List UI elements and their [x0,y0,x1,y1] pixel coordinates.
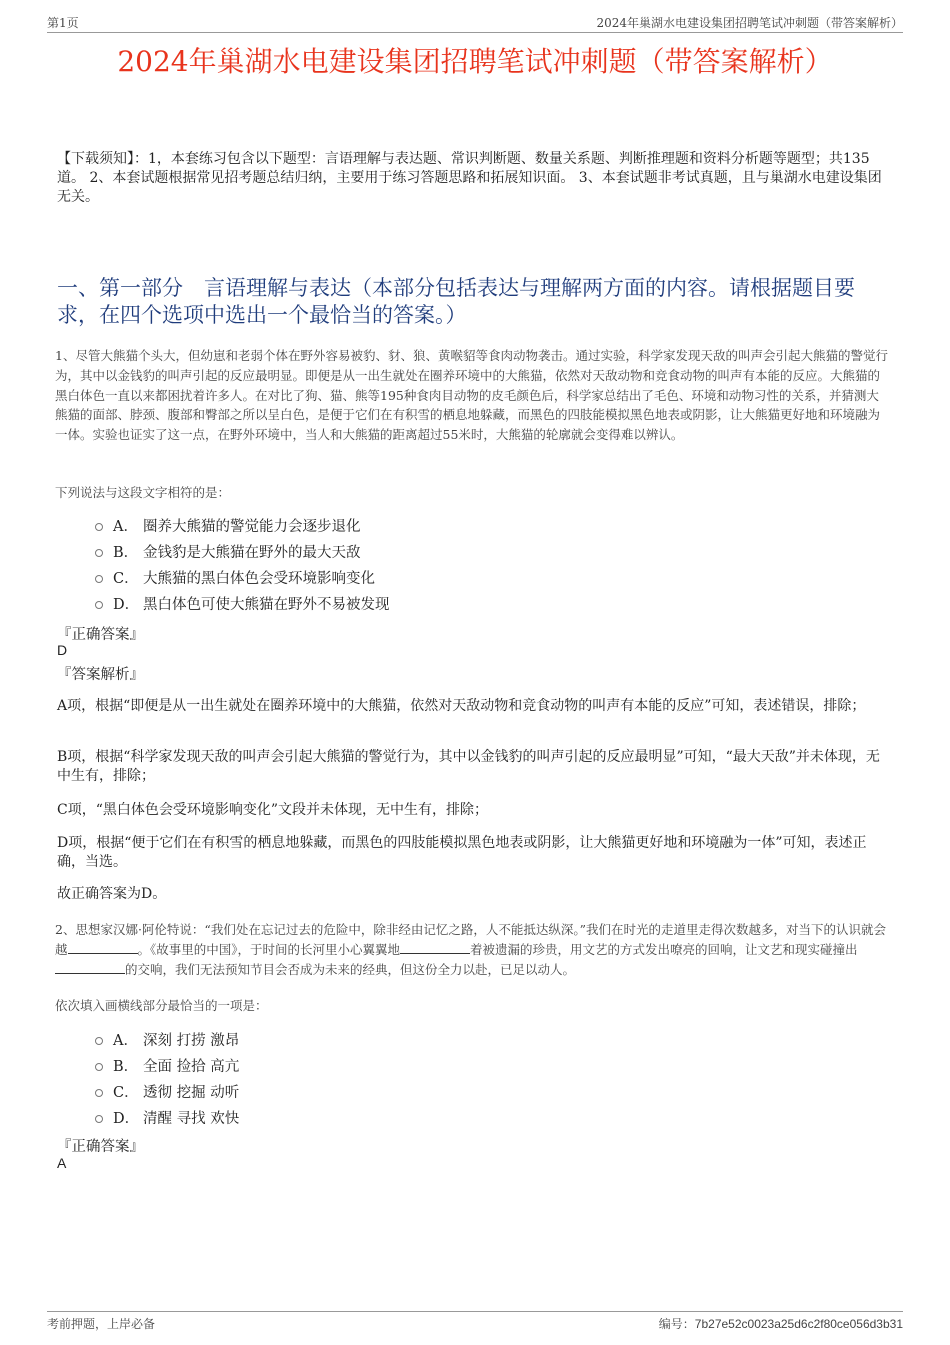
fill-blank [400,941,470,954]
radio-circle-icon[interactable] [95,1037,103,1045]
question-1-options [95,512,390,616]
question-1-option-c[interactable]: C． 大熊猫的黑白体色会受环境影响变化 [95,564,390,590]
fill-blank [55,961,125,974]
question-2-option-a[interactable]: A． 深刻 打捞 激昂 [95,1026,239,1052]
question-1-option-d[interactable]: D． 黑白体色可使大熊猫在野外不易被发现 [95,590,390,616]
section-heading: 一、第一部分 言语理解与表达（本部分包括表达与理解两方面的内容。请根据题目要求，在四个选项中选出一个最恰当的答案。） [57,276,855,327]
question-2-option-c[interactable]: C． 透彻 挖掘 动听 [95,1078,239,1104]
question-1-analysis-label: 『答案解析』 [57,667,144,683]
download-notice: 【下载须知】：1，本套练习包含以下题型：言语理解与表达题、常识判断题、数量关系题、判断推理题和资料分析题等题型；共135道。 2、本套试题根据常见招考题总结归纳，主要用于练习答题思路和拓展知识面。 3、本套试题非考试真题，且与巢湖水电建设集团无关。 [57,151,882,205]
footer-slogan: 考前押题，上岸必备 [47,1317,156,1331]
question-2-prompt: 依次填入画横线部分最恰当的一项是： [55,998,268,1013]
header-doc-title: 2024年巢湖水电建设集团招聘笔试冲刺题（带答案解析） [596,16,903,30]
radio-circle-icon[interactable] [95,523,103,531]
analysis-paragraph: B项，根据“科学家发现天敌的叫声会引起大熊猫的警觉行为，其中以金钱豹的叫声引起的反应最明显”可知，“最大天敌”并未体现，无中生有，排除； [57,749,880,784]
question-1-option-b[interactable]: B． 金钱豹是大熊猫在野外的最大天敌 [95,538,390,564]
question-1-answer: D [57,642,68,658]
question-1-answer-label: 『正确答案』 [57,627,144,643]
question-1-prompt: 下列说法与这段文字相符的是： [55,485,231,500]
question-2-option-d[interactable]: D． 清醒 寻找 欢快 [95,1104,239,1130]
analysis-paragraph: A项，根据“即便是从一出生就处在圈养环境中的大熊猫，依然对天敌动物和竞食动物的叫声有本能的反应”可知，表述错误，排除； [57,698,866,714]
question-2-option-b[interactable]: B． 全面 捡拾 高亢 [95,1052,239,1078]
radio-circle-icon[interactable] [95,1063,103,1071]
page-header [47,12,903,33]
analysis-paragraph: D项，根据“便于它们在有积雪的栖息地躲藏，而黑色的四肢能模拟黑色地表或阴影，让大熊猫更好地和环境融为一体”可知，表述正确，当选。 [57,835,867,870]
question-2-text: 2、思想家汉娜·阿伦特说：“我们处在忘记过去的危险中，除非经由记忆之路，人不能抵达纵深。”我们在时光的走道里走得次数越多，对当下的认识就会越 。《故事里的中国》，于时间的长河里小心翼翼地 着被遗漏的珍贵，用文艺的方式发出嘹亮的回响，让文艺和现实碰撞出的交响，我们无法预知节目会否成为未来的经典，但这份全力以赴，已足以动人。 [55,922,886,977]
question-1-option-a[interactable]: A． 圈养大熊猫的警觉能力会逐步退化 [95,512,390,538]
analysis-conclusion: 故正确答案为D。 [57,886,167,902]
document-code: 编号：7b27e52c0023a25d6c2f80ce056d3b31 [658,1317,903,1331]
question-2-answer: A [57,1155,67,1171]
question-1-text: 1、尽管大熊猫个头大，但幼崽和老弱个体在野外容易被豹、豺、狼、黄喉貂等食肉动物袭击。通过实验，科学家发现天敌的叫声会引起大熊猫的警觉行为，其中以金钱豹的叫声引起的反应最明显。即便是从一出生就处在圈养环境中的大熊猫，依然对天敌动物和竞食动物的叫声有本能的反应。大熊猫的黑白体色一直以来都困扰着许多人。在对比了狗、猫、熊等195种食肉目动物的皮毛颜色后，科学家总结出了毛色、环境和动物习性的关系，并猜测大熊猫的面部、脖颈、腹部和臀部之所以呈白色，是便于它们在有积雪的栖息地躲藏，而黑色的四肢能模拟黑色地表或阴影，让大熊猫更好地和环境融为一体。实验也证实了这一点，在野外环境中，当人和大熊猫的距离超过55米时，大熊猫的轮廓就会变得难以辨认。 [55,348,888,443]
question-2-options [95,1026,239,1130]
analysis-paragraph: C项，“黑白体色会受环境影响变化”文段并未体现，无中生有，排除； [57,802,489,818]
page-title: 2024年巢湖水电建设集团招聘笔试冲刺题（带答案解析） [117,45,833,78]
radio-circle-icon[interactable] [95,575,103,583]
radio-circle-icon[interactable] [95,601,103,609]
radio-circle-icon[interactable] [95,549,103,557]
page-footer [47,1311,903,1334]
page-number: 第1页 [47,16,79,30]
fill-blank [68,941,138,954]
radio-circle-icon[interactable] [95,1115,103,1123]
question-2-answer-label: 『正确答案』 [57,1139,144,1155]
radio-circle-icon[interactable] [95,1089,103,1097]
